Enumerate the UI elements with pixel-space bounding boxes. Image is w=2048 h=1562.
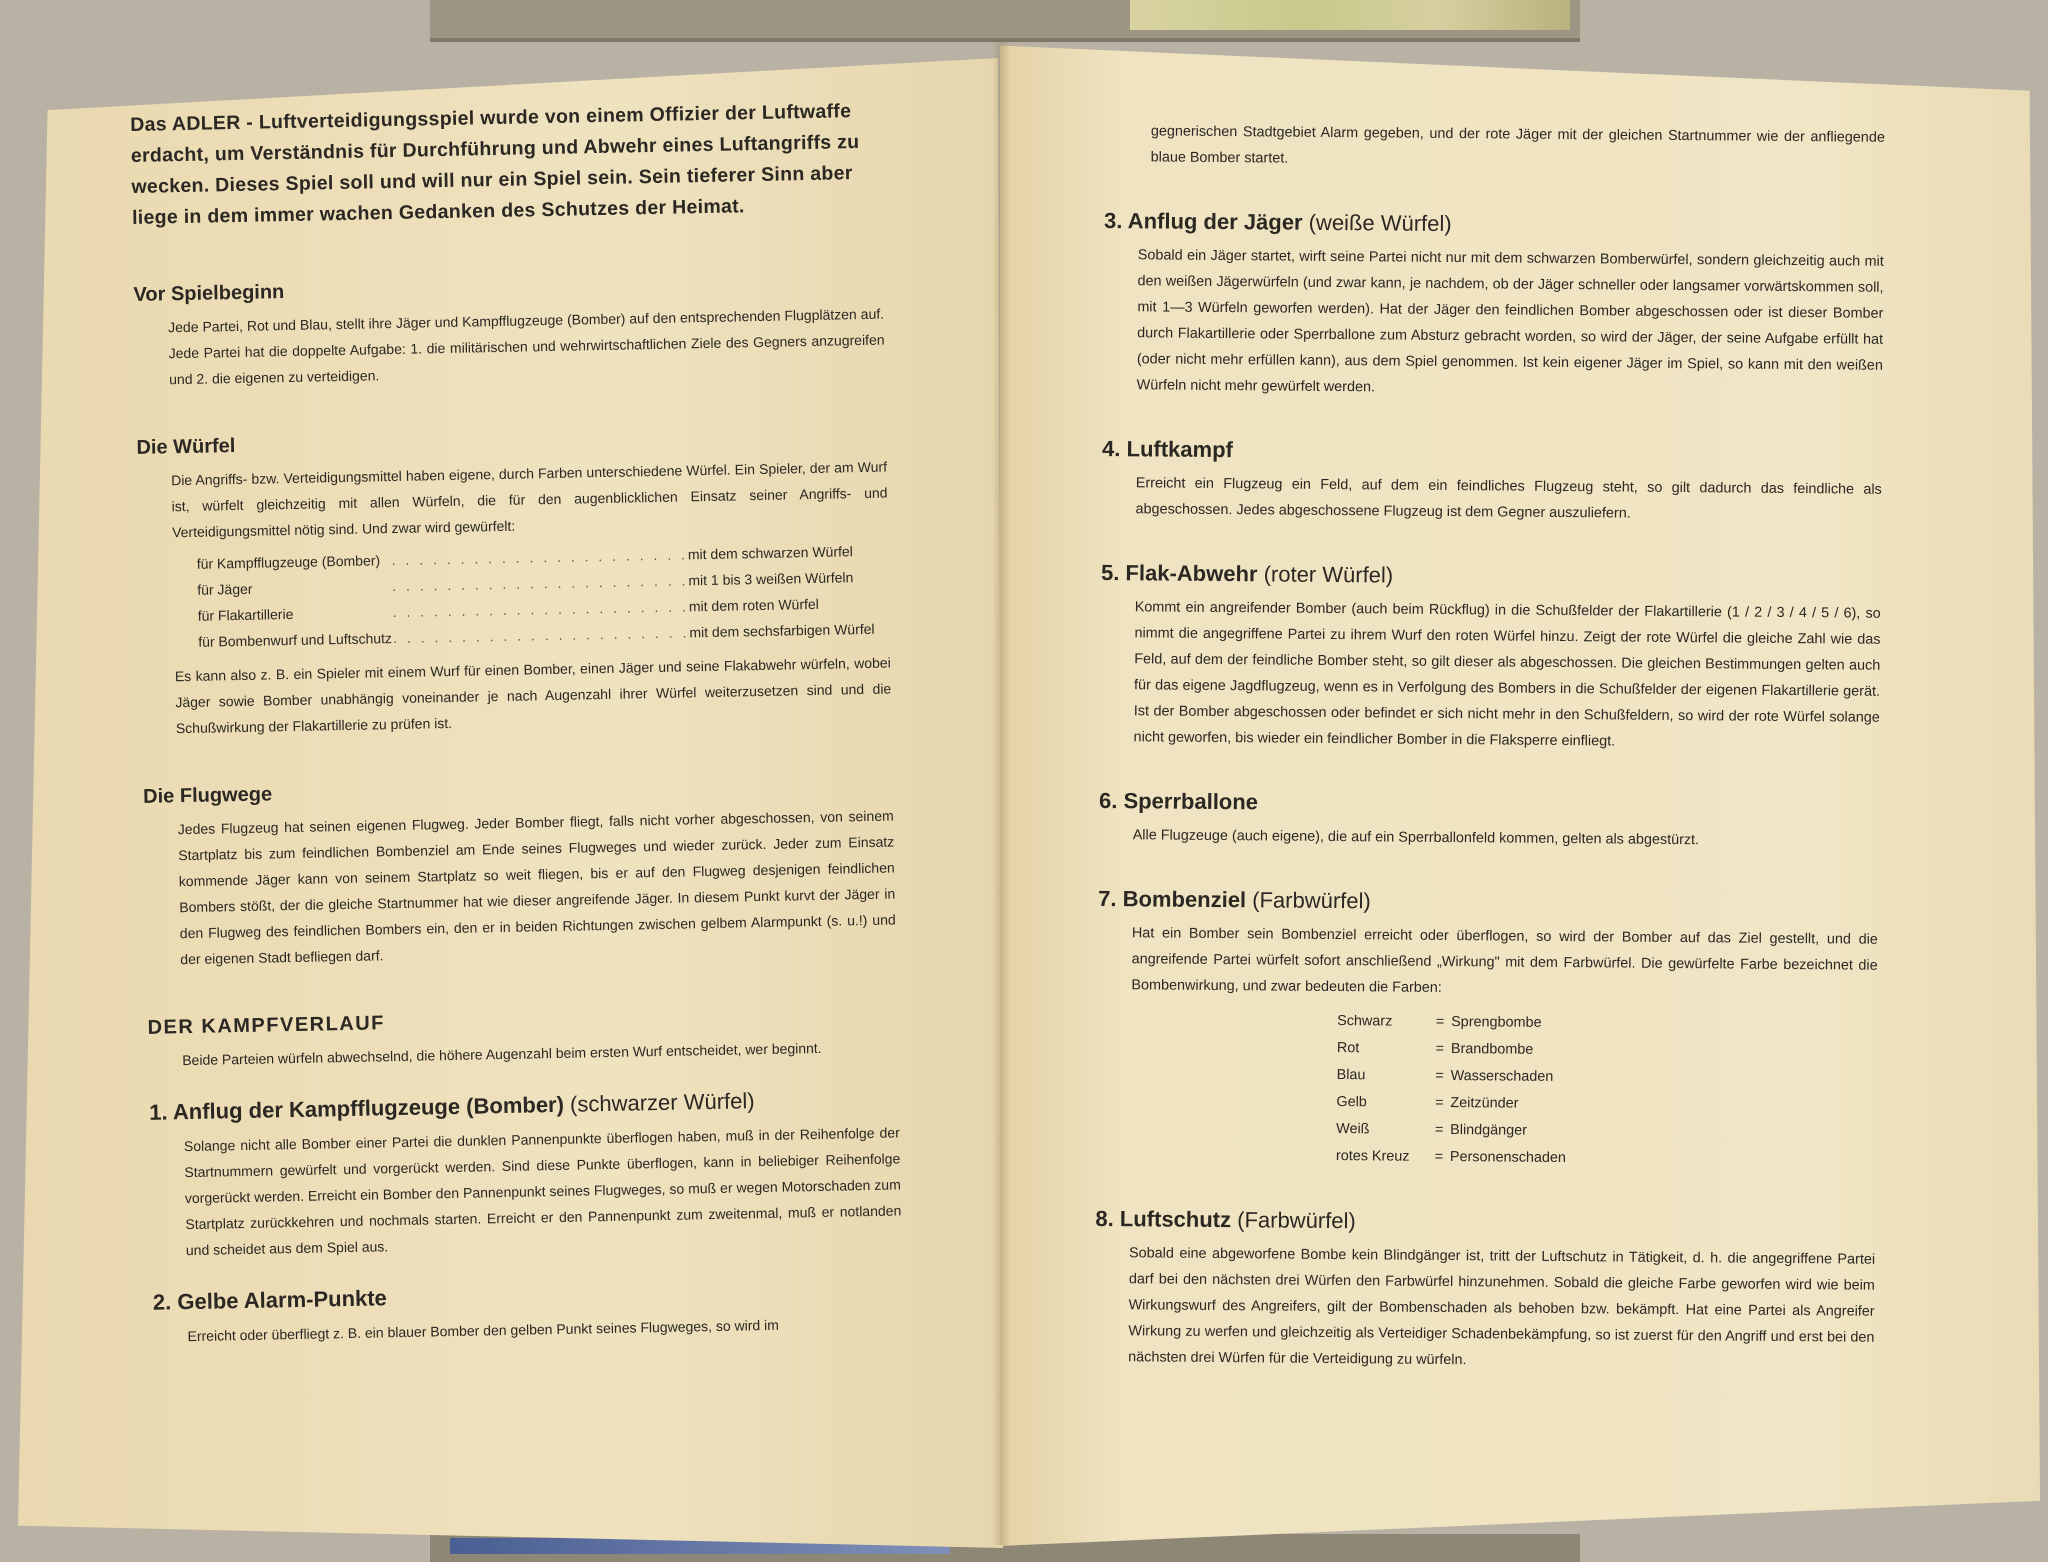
- heading-sub: (Farbwürfel): [1252, 887, 1371, 914]
- equals-sign: =: [1435, 1040, 1445, 1057]
- color-effect: Wasserschaden: [1450, 1068, 1554, 1085]
- dice-label: für Bombenwurf und Luftschutz: [198, 630, 393, 650]
- dot-leader: . . . . . . . . . . . . . . . . . . . . . .: [391, 546, 689, 569]
- text-luftschutz: Sobald eine abgeworfene Bombe kein Blindgänger ist, tritt der Luftschutz in Tätigkeit, d. h. die angegriffene Partei darf bei den nächsten drei Würfen den Farbwürfel hinzunehmen. Sobald die gleiche Farbe geworfen wird wie beim Wirkungswurf des Angreifers, gilt der Bombenschaden als behoben bzw. bekämpft. Hat eine Partei als Angreifer Wirkung zu werfen und gleichzeitig als Verteidiger Schadenbekämpfung, so ist zuerst für den Angriff und erst bei den nächsten drei Würfen für die Verteidigung zu würfeln.: [1128, 1245, 1876, 1369]
- heading-sperrballone: [1099, 788, 1879, 821]
- heading-sub: (Farbwürfel): [1237, 1207, 1356, 1234]
- heading-main: 1. Anflug der Kampfflugzeuge (Bomber): [149, 1091, 565, 1125]
- color-row: [1336, 1089, 1566, 1118]
- heading-anflug-jaeger: [1104, 208, 1884, 241]
- section-kampfverlauf: [147, 1002, 898, 1073]
- color-name: Gelb: [1336, 1094, 1367, 1111]
- section-anflug-jaeger: [1103, 208, 1885, 405]
- heading-bombenziel: [1098, 886, 1878, 919]
- heading-main: 7. Bombenziel: [1098, 885, 1247, 913]
- equals-sign: =: [1434, 1148, 1444, 1165]
- color-row: [1337, 1062, 1567, 1091]
- equals-sign: =: [1435, 1094, 1444, 1111]
- dot-leader: . . . . . . . . . . . . . . . . . . . . . .: [392, 598, 690, 621]
- right-column: [1094, 118, 1885, 1415]
- dice-label: für Jäger: [197, 580, 253, 598]
- section-luftschutz: [1094, 1206, 1875, 1377]
- color-effect: Personenschaden: [1449, 1149, 1567, 1167]
- dice-value: mit 1 bis 3 weißen Würfeln: [688, 569, 854, 589]
- heading-die-flugwege: Die Flugwege: [142, 783, 273, 808]
- heading-main: 6. Sperrballone: [1098, 787, 1259, 815]
- color-row: [1337, 1008, 1567, 1037]
- equals-sign: =: [1435, 1067, 1444, 1084]
- text-die-flugwege: Jedes Flugzeug hat seinen eigenen Flugweg. Jeder Bomber fliegt, falls nicht vorher abgeschossen, von seinem Startplatz bis zum feindlichen Bombenziel am Ende seines Flugweges und wieder zurück. Jeder zum Einsatz kommende Jäger kann von seinem Startplatz so weit fliegen, bis er auf den Flugweg desjenigen feindlichen Bombers stößt, der die gleiche Startnummer hat wie dieser angreifende Jäger. In diesem Punkt kurvt der Jäger in den Flugweg des feindlichen Bombers ein, den er in beiden Richtungen zwischen gelbem Alarmpunkt (s. u.!) und der eigenen Stadt befliegen darf.: [177, 807, 896, 968]
- text-anflug-jaeger: Sobald ein Jäger startet, wirft seine Partei nicht nur mit dem schwarzen Bomberwürfel, sondern gleichzeitig auch mit den weißen Jägerwürfeln (und zwar kann, je nachdem, ob der Jäger schneller oder langsamer vorwärtskommen soll, mit 1—3 Würfeln geworfen werden). Hat der Jäger den feindlichen Bomber abgeschossen oder ist dieser Bomber durch Flakartillerie oder Sperrballone zum Absturz gebracht worden, so wird der Jäger, der seine Aufgabe erfüllt hat (oder nicht mehr erfüllen kann), aus dem Spiel genommen. Ist kein eigener Jäger im Spiel, so kann mit den weißen Würfeln nicht mehr gewürfelt werden.: [1136, 247, 1884, 396]
- game-board-edge: [1130, 0, 1570, 30]
- left-column: [130, 96, 905, 1394]
- color-row: [1337, 1035, 1567, 1064]
- color-name: rotes Kreuz: [1335, 1148, 1410, 1165]
- text-anflug-kampfflugzeuge: Solange nicht alle Bomber einer Partei die dunklen Pannenpunkte überflogen haben, muß in der Reihenfolge der Startnummern gewürfelt und vorgerückt werden. Sind diese Punkte überflogen, kann in beliebiger Reihenfolge vorgerückt werden. Erreicht ein Bomber den Pannenpunkt seines Flugweges, so muß er wegen Motorschaden zum Startplatz zurückkehren und nochmals starten. Erreicht er den Pannenpunkt zum zweitenmal, muß er notlanden und scheidet aus dem Spiel aus.: [183, 1124, 902, 1259]
- text-kampfverlauf: Beide Parteien würfeln abwechselnd, die höhere Augenzahl beim ersten Wurf entscheidet, wer beginnt.: [182, 1039, 822, 1069]
- heading-main: 2. Gelbe Alarm-Punkte: [152, 1285, 388, 1315]
- text-flak-abwehr: Kommt ein angreifender Bomber (auch beim Rückflug) in die Schußfelder der Flakartillerie (1 / 2 / 3 / 4 / 5 / 6), so nimmt die angegriffene Partei zu ihrem Wurf den roten Würfel hinzu. Zeigt der rote Würfel die gleiche Zahl wie das Feld, auf dem der feindliche Bomber steht, so gilt dieser als abgeschossen. Die gleichen Bestimmungen gelten auch für das eigene Jagdflugzeug, wenn es in Verfolgung des Bombers in die Schußfelder der eigenen Flakartillerie gerät. Ist der Bomber abgeschossen oder befindet er sich nicht mehr in den Schußfeldern, so wird der rote Würfel solange nicht geworfen, bis wieder ein feindlicher Bomber in die Flaksperre einfliegt.: [1133, 599, 1881, 750]
- heading-luftkampf: [1102, 436, 1882, 469]
- text-sperrballone: Alle Flugzeuge (auch eigene), die auf ein Sperrballonfeld kommen, gelten als abgestürzt.: [1132, 827, 1700, 849]
- heading-luftschutz: [1095, 1206, 1875, 1239]
- page-fold: [992, 40, 1010, 1545]
- section-continuation: [1105, 118, 1885, 177]
- box-lid-top: [430, 0, 1580, 42]
- section-die-flugwege: [143, 771, 896, 972]
- color-row: [1336, 1143, 1566, 1172]
- dice-label: für Flakartillerie: [197, 605, 294, 624]
- color-effect: Zeitzünder: [1450, 1095, 1519, 1112]
- dice-label: für Kampfflugzeuge (Bomber): [196, 552, 381, 572]
- heading-main: 8. Luftschutz: [1095, 1205, 1232, 1233]
- section-die-wuerfel: [136, 423, 892, 742]
- section-flak-abwehr: [1099, 560, 1881, 757]
- dot-leader: . . . . . . . . . . . . . . . . . . . . . .: [393, 624, 690, 647]
- color-effect-table: [1336, 1008, 1567, 1172]
- heading-gelbe-alarm-punkte: [153, 1275, 903, 1315]
- color-row: [1336, 1116, 1566, 1145]
- color-name: Schwarz: [1337, 1013, 1393, 1030]
- color-name: Weiß: [1336, 1121, 1370, 1138]
- color-name: Rot: [1336, 1040, 1360, 1057]
- dice-value: mit dem roten Würfel: [688, 595, 819, 615]
- section-bombenziel: [1096, 886, 1878, 1175]
- equals-sign: =: [1434, 1121, 1444, 1138]
- color-effect: Blindgänger: [1450, 1122, 1528, 1139]
- section-luftkampf: [1101, 436, 1882, 529]
- heading-main: 4. Luftkampf: [1102, 435, 1234, 463]
- heading-sub: (weiße Würfel): [1308, 209, 1452, 237]
- section-anflug-kampfflugzeuge: [149, 1085, 902, 1263]
- heading-die-wuerfel: Die Würfel: [136, 435, 236, 459]
- text-vor-spielbeginn: Jede Partei, Rot und Blau, stellt ihre Jäger und Kampfflugzeuge (Bomber) auf den entsprechenden Flugplätzen auf. Jede Partei hat die doppelte Aufgabe: 1. die militärischen und wehrwirtschaftlichen Ziele des Gegners anzugreifen und 2. die eigenen zu verteidigen.: [168, 305, 885, 388]
- heading-sub: (roter Würfel): [1263, 561, 1394, 588]
- text-luftkampf: Erreicht ein Flugzeug ein Feld, auf dem ein feindliches Flugzeug steht, so gilt dadurch das feindliche als abgeschossen. Jedes abgeschossene Flugzeug ist dem Gegner auszuliefern.: [1135, 475, 1882, 522]
- text-gelbe-alarm-punkte: Erreicht oder überfliegt z. B. ein blauer Bomber den gelben Punkt seines Flugweges, so wird im: [187, 1316, 780, 1345]
- dice-table: [196, 538, 874, 655]
- dice-value: mit dem schwarzen Würfel: [687, 543, 853, 563]
- intro-paragraph: Das ADLER - Luftverteidigungsspiel wurde von einem Offizier der Luftwaffe erdacht, um Verständnis für Durchführung und Abwehr eines Luftangriffs zu wecken. Dieses Spiel soll und will nur ein Spiel sein. Sein tieferer Sinn aber liege in dem immer wachen Gedanken des Schutzes der Heimat.: [130, 100, 860, 229]
- text-continuation: gegnerischen Stadtgebiet Alarm gegeben, und der rote Jäger mit der gleichen Startnummer wie der anfliegende blaue Bomber startet.: [1150, 123, 1885, 167]
- heading-vor-spielbeginn: Vor Spielbeginn: [133, 281, 285, 306]
- text-bombenziel: Hat ein Bomber sein Bombenziel erreicht oder überflogen, so wird der Bomber auf das Ziel gestellt, und die angreifende Partei würfelt sofort anschließend „Wirkung" mit dem Farbwürfel. Die gewürfelte Farbe bezeichnet die Bombenwirkung, und zwar bedeuten die Farben:: [1131, 925, 1878, 996]
- color-effect: Brandbombe: [1450, 1041, 1534, 1058]
- dot-leader: . . . . . . . . . . . . . . . . . . . . . .: [392, 572, 689, 595]
- heading-flak-abwehr: [1101, 560, 1881, 593]
- heading-kampfverlauf: DER KAMPFVERLAUF: [147, 1012, 386, 1039]
- section-gelbe-alarm-punkte: [153, 1275, 904, 1349]
- text-die-wuerfel-2: Es kann also z. B. ein Spieler mit einem Wurf für einen Bomber, einen Jäger und seine Flakabwehr würfeln, wobei Jäger sowie Bomber unabhängig voneinander je nach Augenzahl ihrer Würfel weiterzusetzen sind und die Schußwirkung der Flakartillerie zu prüfen ist.: [174, 654, 892, 737]
- section-vor-spielbeginn: [133, 270, 885, 393]
- dice-value: mit dem sechsfarbigen Würfel: [689, 620, 875, 641]
- color-name: Blau: [1336, 1067, 1366, 1084]
- section-sperrballone: [1099, 788, 1879, 855]
- text-die-wuerfel: Die Angriffs- bzw. Verteidigungsmittel haben eigene, durch Farben unterschiedene Würfel. Ein Spieler, der am Wurf ist, würfelt gleichzeitig mit allen Würfeln, die für den augenblicklichen Einsatz seiner Angriffs- und Verteidigungsmittel nötig sind. Und zwar wird gewürfelt:: [170, 458, 888, 541]
- heading-anflug-kampfflugzeuge: [149, 1085, 899, 1125]
- heading-main: 5. Flak-Abwehr: [1100, 559, 1258, 587]
- heading-sub: (schwarzer Würfel): [569, 1088, 755, 1117]
- color-effect: Sprengbombe: [1451, 1014, 1542, 1031]
- equals-sign: =: [1435, 1013, 1445, 1030]
- heading-main: 3. Anflug der Jäger: [1103, 207, 1303, 235]
